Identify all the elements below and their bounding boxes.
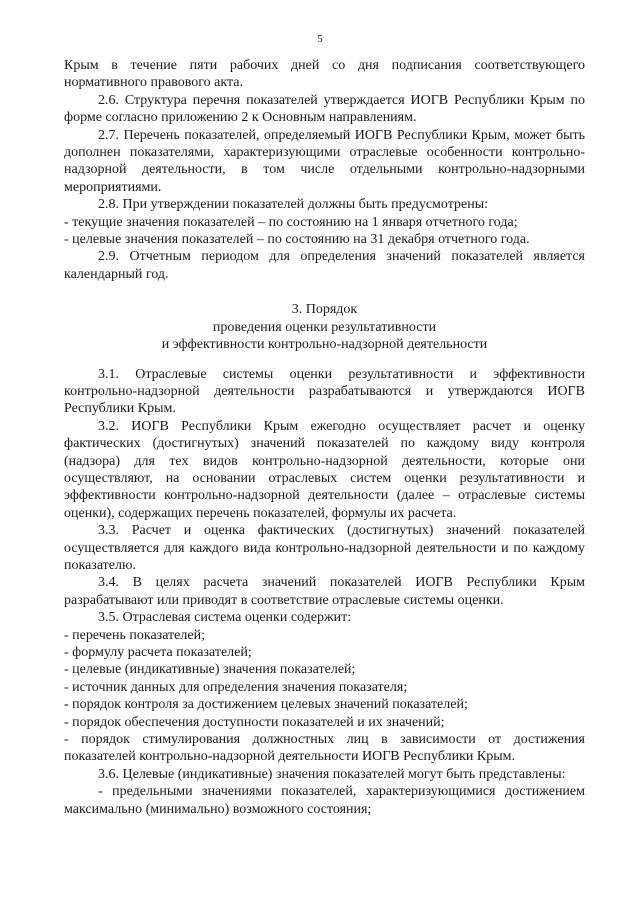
paragraph-3-5: 3.5. Отраслевая система оценки содержит: bbox=[98, 610, 352, 626]
paragraph-3-1: 3.1. Отраслевые системы оценки результативности и эффективности контрольно-надзорной деятельности разрабатываются и утверждаются ИОГВ Республики Крым. bbox=[64, 366, 585, 417]
paragraph-3-6: 3.6. Целевые (индикативные) значения показателей могут быть представлены: bbox=[98, 766, 566, 782]
list-item-2-8-target: - целевые значения показателей – по состоянию на 31 декабря отчетного года. bbox=[64, 232, 530, 248]
paragraph-2-9: 2.9. Отчетным периодом для определения значений показателей является календарный год. bbox=[64, 249, 585, 282]
paragraph-2-7: 2.7. Перечень показателей, определяемый ИОГВ Республики Крым, может быть дополнен показателями, характеризующими отраслевые особенности контрольно-надзорной деятельности, в том числе отдельными контрольно-надзорными мероприятиями. bbox=[64, 127, 585, 195]
list-item-3-5-formula: - формулу расчета показателей; bbox=[64, 645, 252, 660]
list-item-3-6-limit-values: - предельными значениями показателей, характеризующимися достижением максимально (минимально) возможного состояния; bbox=[64, 784, 585, 817]
paragraph-continuation: Крым в течение пяти рабочих дней со дня подписания соответствующего нормативного правового акта. bbox=[64, 58, 585, 91]
list-item-3-5-target-values: - целевые (индикативные) значения показателей; bbox=[64, 662, 356, 678]
list-item-3-5-data-source: - источник данных для определения значения показателя; bbox=[64, 679, 408, 695]
list-item-3-5-incentives: - порядок стимулирования должностных лиц в зависимости от достижения показателей контрольно-надзорной деятельности ИОГВ Республики Крым. bbox=[64, 732, 585, 765]
document-body bbox=[64, 57, 585, 818]
page-number: 5 bbox=[317, 33, 323, 45]
list-item-3-5-availability: - порядок обеспечения доступности показателей и их значений; bbox=[64, 714, 445, 730]
section-heading-line-3: и эффективности контрольно-надзорной деятельности bbox=[161, 337, 488, 353]
section-heading-line-2: проведения оценки результативности bbox=[212, 319, 437, 335]
list-item-3-5-control: - порядок контроля за достижением целевых значений показателей; bbox=[64, 697, 468, 713]
section-heading-line-1: 3. Порядок bbox=[291, 302, 358, 318]
paragraph-3-3: 3.3. Расчет и оценка фактических (достигнутых) значений показателей осуществляется для каждого вида контрольно-надзорной деятельности и по каждому показателю. bbox=[64, 523, 585, 573]
paragraph-3-4: 3.4. В целях расчета значений показателей ИОГВ Республики Крым разрабатывают или приводят в соответствие отраслевые системы оценки. bbox=[64, 575, 585, 608]
paragraph-3-2: 3.2. ИОГВ Республики Крым ежегодно осуществляет расчет и оценку фактических (достигнутых) значений показателей по каждому виду контроля (надзора) для тех видов контрольно-надзорной деятельности, которые они осуществляют, на основании отраслевых систем оценки результативности и эффективности контрольно-надзорной деятельности (далее – отраслевые системы оценки), содержащих перечень показателей, формулы их расчета. bbox=[64, 418, 585, 521]
paragraph-2-8: 2.8. При утверждении показателей должны быть предусмотрены: bbox=[98, 197, 489, 213]
paragraph-2-6: 2.6. Структура перечня показателей утверждается ИОГВ Республики Крым по форме согласно приложению 2 к Основным направлениям. bbox=[64, 92, 585, 126]
list-item-3-5-list: - перечень показателей; bbox=[64, 627, 205, 643]
list-item-2-8-current: - текущие значения показателей – по состоянию на 1 января отчетного года; bbox=[64, 214, 518, 230]
